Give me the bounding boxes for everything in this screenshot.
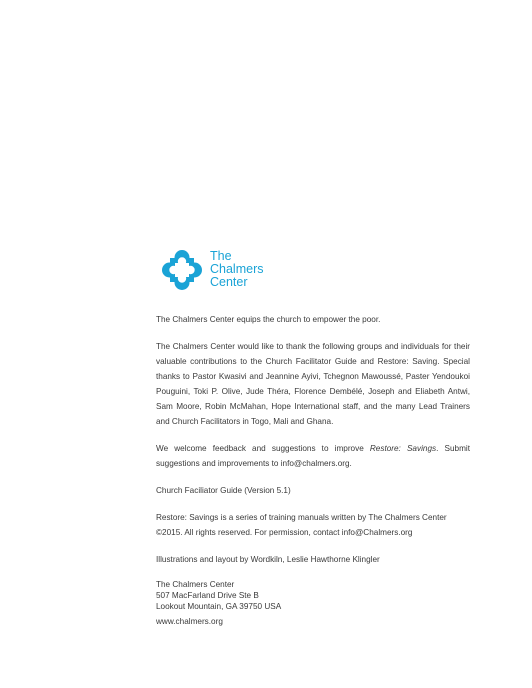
- rights-paragraph: Restore: Savings is a series of training manuals written by The Chalmers Center ©2015. All rights reserved. For permission, contact info@Chalmers.org: [156, 513, 447, 537]
- logo-wordmark: [210, 250, 264, 290]
- address-name: The Chalmers Center: [156, 580, 235, 589]
- logo-line-2: Chalmers: [210, 262, 264, 277]
- address-street: 507 MacFarland Drive Ste B: [156, 591, 259, 600]
- mission-statement: The Chalmers Center equips the church to empower the poor.: [156, 315, 381, 324]
- logo-line-3: Center: [210, 275, 248, 290]
- feedback-after: . Submit suggestions and improvements to info@chalmers.org.: [156, 444, 470, 468]
- version-line: Church Faciliator Guide (Version 5.1): [156, 486, 291, 495]
- address-city: Lookout Mountain, GA 39750 USA: [156, 602, 282, 611]
- credits-content: [156, 312, 470, 641]
- logo-line-1: The: [210, 249, 232, 263]
- website-link[interactable]: www.chalmers.org: [156, 617, 223, 626]
- chalmers-cross-logo-icon: [162, 250, 202, 290]
- feedback-paragraph: [156, 441, 470, 471]
- thanks-paragraph: The Chalmers Center would like to thank the following groups and individuals for their valuable contributions to the Church Facilitator Guide and Restore: Saving. Special thanks to Pastor Kwasivi and Jeannine Ayivi, Tchegnon Mawoussé, Paster Yendoukoi Pouguini, Toki P. Olive, Jude Théra, Florence Dembélé, Joseph and Eliabeth Antwi, Sam Moore, Robin McMahan, Hope International staff, and the many Lead Trainers and Church Facilitators in Togo, Mali and Ghana.: [156, 342, 470, 426]
- feedback-before: We welcome feedback and suggestions to improve: [156, 444, 370, 453]
- chalmers-logo: [162, 250, 282, 292]
- feedback-title: Restore: Savings: [369, 444, 437, 453]
- illustrations-credit: Illustrations and layout by Wordkiln, Leslie Hawthorne Klingler: [156, 555, 380, 564]
- address-block: [156, 579, 470, 612]
